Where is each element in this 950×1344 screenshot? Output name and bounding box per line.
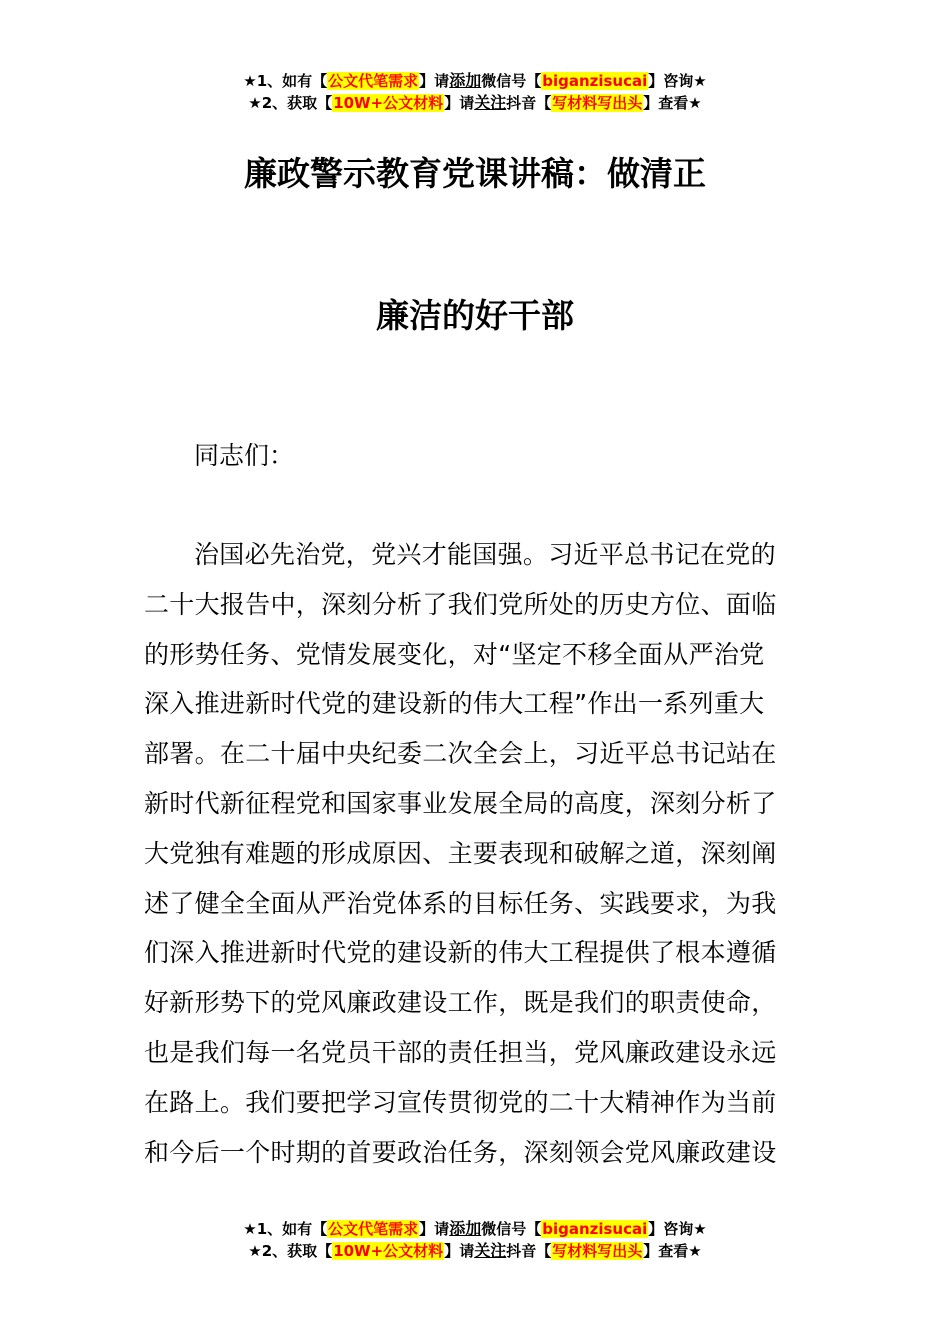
body-line: 二十大报告中，深刻分析了我们党所处的历史方位、面临: [144, 589, 777, 619]
banner-text: 】查看★: [643, 1242, 702, 1260]
banner-emphasis: 添加: [449, 1219, 482, 1238]
body-line: 也是我们每一名党员干部的责任担当，党风廉政建设永远: [144, 1037, 777, 1067]
body-line: 述了健全全面从严治党体系的目标任务、实践要求，为我: [144, 888, 777, 918]
banner-line-1: [0, 70, 950, 92]
body-line: 大党独有难题的形成原因、主要表现和破解之道，深刻阐: [144, 838, 777, 868]
body-line: 们深入推进新时代党的建设新的伟大工程提供了根本遵循: [144, 938, 777, 968]
body-line: 的形势任务、党情发展变化，对“坚定不移全面从严治党: [144, 639, 765, 669]
banner-highlight: 10W+公文材料: [333, 1242, 444, 1260]
body-line: 新时代新征程党和国家事业发展全局的高度，深刻分析了: [144, 788, 777, 818]
banner-highlight: 写材料写出头: [552, 94, 643, 112]
banner-text: ★1、如有【: [243, 72, 328, 90]
banner-highlight: 公文代笔需求: [328, 1220, 419, 1238]
banner-text: ★2、获取【: [248, 1242, 333, 1260]
banner-highlight: 写材料写出头: [552, 1242, 643, 1260]
document-title-line-1: 廉政警示教育党课讲稿：做清正: [244, 154, 706, 193]
body-line: 治国必先治党，党兴才能国强。习近平总书记在党的: [194, 540, 776, 569]
banner-emphasis: 添加: [449, 71, 482, 90]
banner-text: 】咨询★: [648, 1220, 707, 1238]
body-line: 部署。在二十届中央纪委二次全会上，习近平总书记站在: [144, 739, 777, 769]
document-title-line-2: 廉洁的好干部: [376, 296, 574, 335]
banner-text: 微信号【: [481, 1220, 542, 1238]
banner-line-2: [0, 92, 950, 114]
body-paragraph: [144, 537, 812, 1184]
banner-highlight: biganzisucai: [542, 72, 648, 90]
banner-highlight: 公文代笔需求: [328, 72, 419, 90]
banner-text: 】咨询★: [648, 72, 707, 90]
body-line: 在路上。我们要把学习宣传贯彻党的二十大精神作为当前: [144, 1087, 777, 1117]
body-line: 和今后一个时期的首要政治任务，深刻领会党风廉政建设: [144, 1137, 777, 1167]
banner-text: 】请: [419, 72, 450, 90]
banner-text: 】请: [419, 1220, 450, 1238]
banner-emphasis: 关注: [474, 93, 507, 112]
banner-emphasis: 关注: [474, 1241, 507, 1260]
banner-text: ★2、获取【: [248, 94, 333, 112]
header-banner: [0, 70, 950, 114]
banner-text: 抖音【: [506, 1242, 552, 1260]
banner-highlight: biganzisucai: [542, 1220, 648, 1238]
banner-text: ★1、如有【: [243, 1220, 328, 1238]
banner-line-2: [0, 1240, 950, 1262]
banner-text: 】请: [444, 94, 475, 112]
body-line: 好新形势下的党风廉政建设工作，既是我们的职责使命，: [144, 988, 777, 1018]
banner-text: 】查看★: [643, 94, 702, 112]
salutation: 同志们：: [194, 441, 295, 470]
banner-line-1: [0, 1218, 950, 1240]
banner-text: 微信号【: [481, 72, 542, 90]
banner-highlight: 10W+公文材料: [333, 94, 444, 112]
banner-text: 抖音【: [506, 94, 552, 112]
footer-banner: [0, 1218, 950, 1262]
body-line: 深入推进新时代党的建设新的伟大工程”作出一系列重大: [144, 689, 765, 719]
banner-text: 】请: [444, 1242, 475, 1260]
